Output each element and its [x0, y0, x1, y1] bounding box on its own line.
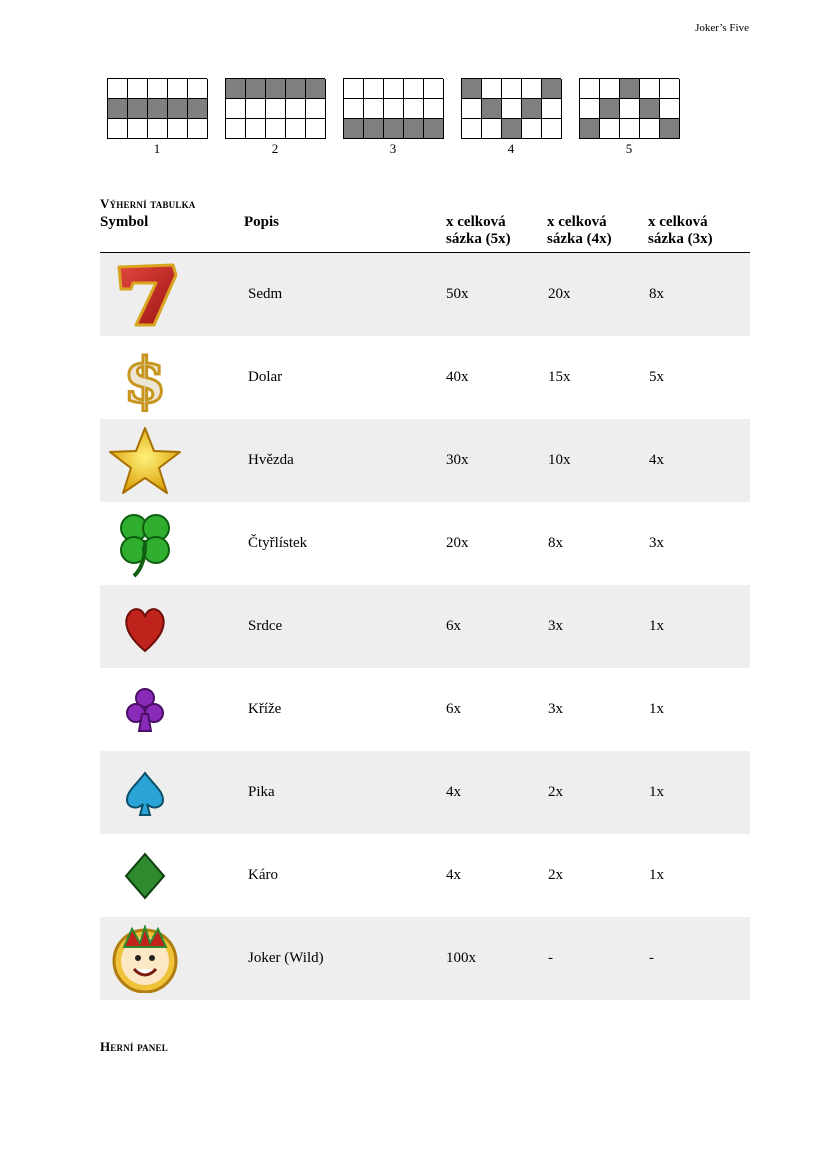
payline-cell	[364, 99, 384, 119]
paytable-row	[100, 419, 750, 502]
payline-number: 1	[153, 141, 161, 156]
payline-cell-active	[344, 119, 364, 139]
header-3x-line1: x celková	[648, 214, 708, 230]
payline-cell	[462, 119, 482, 139]
heart-icon	[106, 593, 184, 661]
payout-5x: 100x	[446, 950, 476, 966]
paytable-row	[100, 917, 750, 1000]
payline-cell	[286, 119, 306, 139]
payline-cell	[482, 119, 502, 139]
payline-cell	[660, 79, 680, 99]
payout-4x: 3x	[548, 618, 563, 634]
paytable-row	[100, 668, 750, 751]
payline-cell	[188, 119, 208, 139]
paytable-row	[100, 751, 750, 834]
payline-cell	[246, 119, 266, 139]
payout-5x: 20x	[446, 535, 469, 551]
dollar-icon	[106, 344, 184, 412]
symbol-name: Joker (Wild)	[248, 950, 324, 966]
payline-3	[343, 78, 443, 157]
payline-cell	[620, 99, 640, 119]
payline-cell-active	[108, 99, 128, 119]
payline-number: 4	[507, 141, 515, 156]
payline-grid	[107, 78, 207, 139]
paytable-row	[100, 336, 750, 419]
clover-icon	[106, 510, 184, 578]
payline-cell	[148, 79, 168, 99]
payout-5x: 6x	[446, 618, 461, 634]
payout-3x: 1x	[649, 618, 664, 634]
game-panel-section-title: Herní panel	[100, 1039, 168, 1054]
payline-cell-active	[168, 99, 188, 119]
payline-cell-active	[404, 119, 424, 139]
document-header-title: Joker’s Five	[695, 22, 749, 34]
payline-cell	[542, 99, 562, 119]
symbol-name: Dolar	[248, 369, 283, 385]
payline-cell-active	[580, 119, 600, 139]
paytable-header	[100, 214, 750, 253]
payline-cell-active	[522, 99, 542, 119]
symbol-name: Hvězda	[248, 452, 294, 468]
symbol-name: Pika	[248, 784, 275, 800]
payline-number: 3	[389, 141, 397, 156]
payline-cell	[344, 79, 364, 99]
payout-5x: 4x	[446, 784, 461, 800]
payout-3x: 1x	[649, 867, 664, 883]
payline-cell	[404, 99, 424, 119]
payline-4	[461, 78, 561, 157]
symbol-name: Kříže	[248, 701, 282, 717]
payline-cell-active	[502, 119, 522, 139]
payout-3x: 8x	[649, 286, 664, 302]
paytable-section-title: Výherní tabulka	[100, 196, 196, 211]
payline-cell	[424, 79, 444, 99]
payout-5x: 6x	[446, 701, 461, 717]
header-5x	[446, 214, 511, 248]
payline-cell	[660, 99, 680, 119]
payout-3x: 1x	[649, 701, 664, 717]
payline-cell-active	[542, 79, 562, 99]
payline-cell	[600, 119, 620, 139]
payout-5x: 40x	[446, 369, 469, 385]
payline-cell-active	[286, 79, 306, 99]
payline-cell	[128, 119, 148, 139]
payline-cell-active	[246, 79, 266, 99]
payline-cell	[226, 119, 246, 139]
payout-3x: -	[649, 950, 654, 966]
payline-cell	[344, 99, 364, 119]
header-3x-line2: sázka (3x)	[648, 231, 713, 247]
payout-3x: 1x	[649, 784, 664, 800]
payout-4x: 15x	[548, 369, 571, 385]
paytable-row	[100, 585, 750, 668]
payline-cell	[580, 79, 600, 99]
payout-4x: 3x	[548, 701, 563, 717]
diamond-icon	[106, 842, 184, 910]
payout-4x: 8x	[548, 535, 563, 551]
payline-cell	[384, 99, 404, 119]
payout-3x: 4x	[649, 452, 664, 468]
payline-5	[579, 78, 679, 157]
payline-grid	[225, 78, 325, 139]
payline-number: 5	[625, 141, 633, 156]
payline-cell-active	[640, 99, 660, 119]
paytable-row	[100, 253, 750, 336]
paytable-body	[100, 253, 750, 1000]
payline-cell-active	[128, 99, 148, 119]
payline-cell	[108, 119, 128, 139]
payline-cell-active	[424, 119, 444, 139]
joker-icon	[106, 925, 184, 993]
payout-4x: 20x	[548, 286, 571, 302]
payline-grid	[461, 78, 561, 139]
payout-3x: 5x	[649, 369, 664, 385]
payline-cell	[226, 99, 246, 119]
payline-cell	[640, 119, 660, 139]
payline-cell	[542, 119, 562, 139]
payline-cell-active	[148, 99, 168, 119]
symbol-name: Káro	[248, 867, 278, 883]
payline-cell	[580, 99, 600, 119]
payline-cell	[148, 119, 168, 139]
payline-cell	[266, 119, 286, 139]
payline-cell-active	[620, 79, 640, 99]
payline-cell-active	[384, 119, 404, 139]
payline-cell-active	[660, 119, 680, 139]
header-5x-line1: x celková	[446, 214, 506, 230]
header-3x	[648, 214, 713, 248]
payline-cell	[128, 79, 148, 99]
payout-4x: 10x	[548, 452, 571, 468]
paylines-diagram	[107, 78, 687, 158]
payline-cell-active	[600, 99, 620, 119]
payline-cell	[108, 79, 128, 99]
payline-cell	[384, 79, 404, 99]
paytable-row	[100, 502, 750, 585]
payline-cell	[462, 99, 482, 119]
payline-cell-active	[266, 79, 286, 99]
payline-cell-active	[462, 79, 482, 99]
payline-2	[225, 78, 325, 157]
payline-cell-active	[306, 79, 326, 99]
payline-cell	[640, 79, 660, 99]
payline-cell	[482, 79, 502, 99]
payline-cell	[620, 119, 640, 139]
payline-cell-active	[482, 99, 502, 119]
symbol-name: Srdce	[248, 618, 283, 634]
payline-1	[107, 78, 207, 157]
payline-cell	[404, 79, 424, 99]
payline-cell	[522, 119, 542, 139]
header-5x-line2: sázka (5x)	[446, 231, 511, 247]
payline-cell	[600, 79, 620, 99]
payout-4x: 2x	[548, 867, 563, 883]
payline-cell-active	[364, 119, 384, 139]
paytable-row	[100, 834, 750, 917]
header-popis: Popis	[244, 214, 280, 230]
payline-cell	[188, 79, 208, 99]
payline-cell-active	[226, 79, 246, 99]
payline-cell	[266, 99, 286, 119]
star-icon	[106, 427, 184, 495]
symbol-name: Čtyřlístek	[248, 535, 308, 551]
seven-icon	[106, 261, 184, 329]
payline-cell-active	[188, 99, 208, 119]
payline-cell	[424, 99, 444, 119]
payline-cell	[306, 119, 326, 139]
header-4x-line2: sázka (4x)	[547, 231, 612, 247]
payline-cell	[246, 99, 266, 119]
payout-4x: 2x	[548, 784, 563, 800]
symbol-name: Sedm	[248, 286, 283, 302]
payline-cell	[306, 99, 326, 119]
payout-3x: 3x	[649, 535, 664, 551]
payline-cell	[502, 79, 522, 99]
payout-5x: 30x	[446, 452, 469, 468]
svg-text:$: $	[123, 344, 167, 412]
payout-4x: -	[548, 950, 553, 966]
payline-cell	[168, 79, 188, 99]
payline-cell	[502, 99, 522, 119]
payline-cell	[168, 119, 188, 139]
payline-grid	[579, 78, 679, 139]
club-icon	[106, 676, 184, 744]
header-symbol: Symbol	[100, 214, 149, 230]
payline-cell	[522, 79, 542, 99]
header-4x-line1: x celková	[547, 214, 607, 230]
spade-icon	[106, 759, 184, 827]
payline-grid	[343, 78, 443, 139]
payline-number: 2	[271, 141, 279, 156]
payout-5x: 50x	[446, 286, 469, 302]
payline-cell	[364, 79, 384, 99]
payline-cell	[286, 99, 306, 119]
header-4x	[547, 214, 612, 248]
payout-5x: 4x	[446, 867, 461, 883]
